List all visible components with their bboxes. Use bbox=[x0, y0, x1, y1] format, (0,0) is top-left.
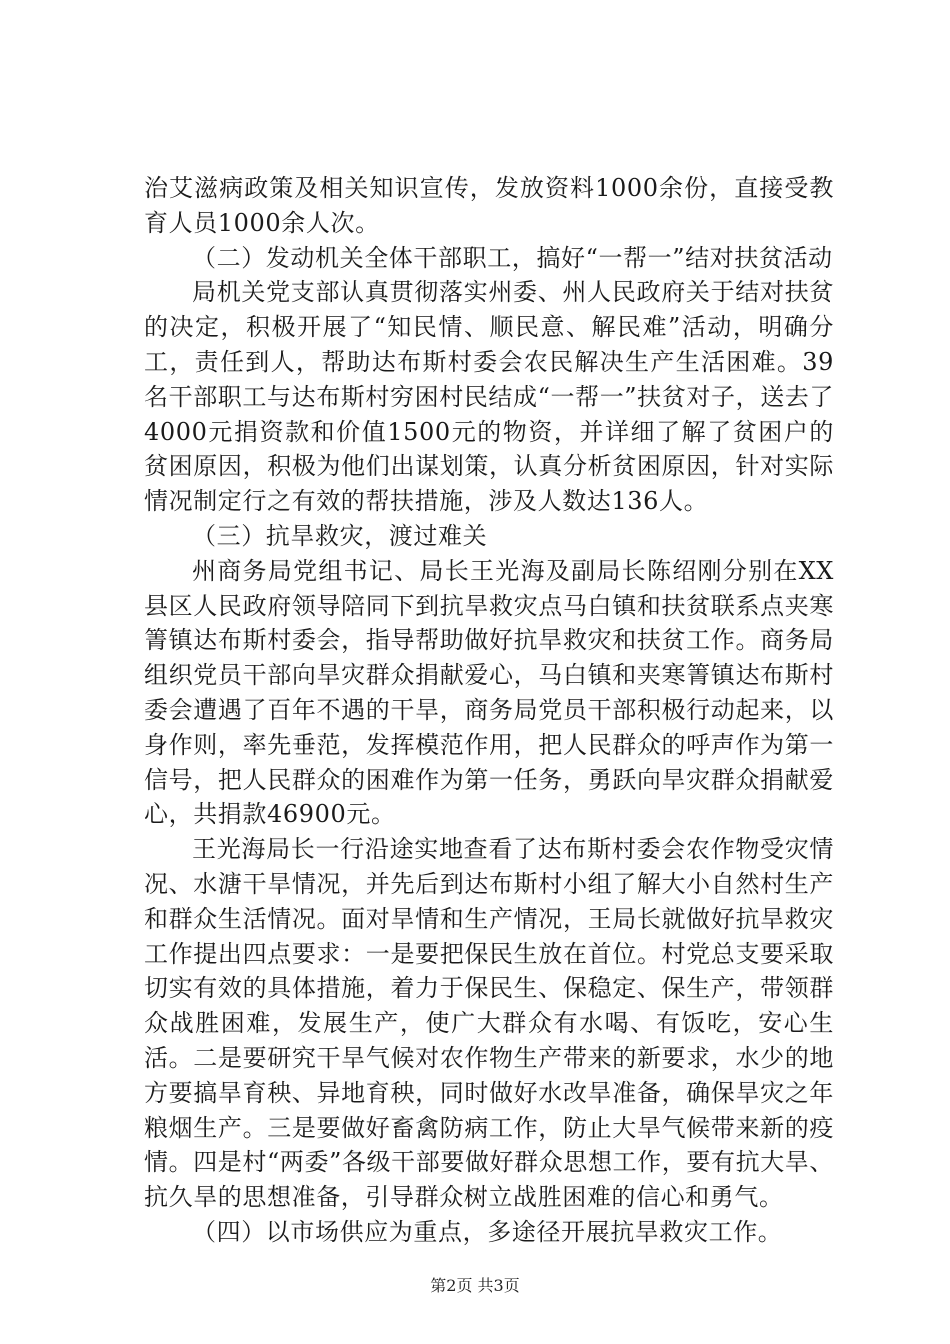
paragraph: 王光海局长一行沿途实地查看了达布斯村委会农作物受灾情况、水溏干旱情况，并先后到达布斯村小组了解大小自然村生产和群众生活情况。面对旱情和生产情况，王局长就做好抗旱救灾工作提出四点要求：一是要把保民生放在首位。村党总支要采取切实有效的具体措施，着力于保民生、保稳定、保生产，带领群众战胜困难，发展生产，使广大群众有水喝、有饭吃，安心生活。二是要研究干旱气候对农作物生产带来的新要求，水少的地方要搞旱育秧、异地育秧，同时做好水改旱准备，确保旱灾之年粮烟生产。三是要做好畜禽防病工作，防止大旱气候带来新的疫情。四是村“两委”各级干部要做好群众思想工作，要有抗大旱、抗久旱的思想准备，引导群众树立战胜困难的信心和勇气。 bbox=[144, 835, 834, 1212]
document-body bbox=[144, 171, 834, 1250]
paragraph: 治艾滋病政策及相关知识宣传，发放资料1000余份，直接受教育人员1000余人次。 bbox=[144, 174, 834, 237]
paragraph: 州商务局党组书记、局长王光海及副局长陈绍刚分别在XX县区人民政府领导陪同下到抗旱救灾点马白镇和扶贫联系点夹寒箐镇达布斯村委会，指导帮助做好抗旱救灾和扶贫工作。商务局组织党员干部向旱灾群众捐献爱心，马白镇和夹寒箐镇达布斯村委会遭遇了百年不遇的干旱，商务局党员干部积极行动起来，以身作则，率先垂范，发挥模范作用，把人民群众的呼声作为第一信号，把人民群众的困难作为第一任务，勇跃向旱灾群众捐献爱心，共捐款46900元。 bbox=[144, 556, 834, 829]
section-heading: （四）以市场供应为重点，多途径开展抗旱救灾工作。 bbox=[192, 1217, 783, 1246]
page-footer bbox=[0, 1276, 950, 1296]
page-number: 第2页 共3页 bbox=[430, 1276, 520, 1295]
section-heading: （三）抗旱救灾，渡过难关 bbox=[192, 521, 488, 550]
paragraph: 局机关党支部认真贯彻落实州委、州人民政府关于结对扶贫的决定，积极开展了“知民情、顺民意、解民难”活动，明确分工，责任到人，帮助达布斯村委会农民解决生产生活困难。39名干部职工与达布斯村穷困村民结成“一帮一”扶贫对子，送去了4000元捐资款和价值1500元的物资，并详细了解了贫困户的贫困原因，积极为他们出谋划策，认真分析贫困原因，针对实际情况制定行之有效的帮扶措施，涉及人数达136人。 bbox=[144, 278, 834, 516]
section-heading: （二）发动机关全体干部职工，搞好“一帮一”结对扶贫活动 bbox=[192, 243, 833, 272]
